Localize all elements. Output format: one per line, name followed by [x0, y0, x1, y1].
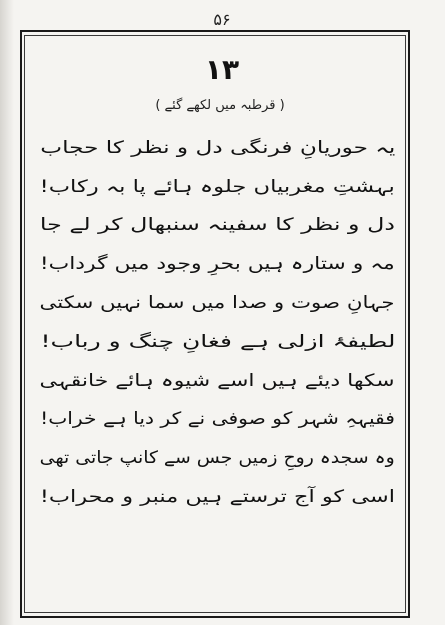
verse-text: لطیفۂ ازلی ہے فغانِ چنگ و رباب! — [40, 331, 395, 352]
verse-text: سکھا دیئے ہیں اسے شیوہ ہائے خانقہی — [40, 370, 395, 391]
verse-line — [40, 283, 395, 322]
verse-line — [40, 128, 395, 167]
poem-verses — [40, 128, 395, 516]
page-number: ۵۶ — [213, 10, 231, 29]
verse-line — [40, 244, 395, 283]
verse-line — [40, 167, 395, 206]
verse-text: یہ حوریانِ فرنگی دل و نظر کا حجاب — [40, 137, 395, 158]
verse-text: اسی کو آج ترستے ہیں منبر و محراب! — [40, 487, 395, 508]
poem-number: ۱۳ — [204, 53, 240, 86]
verse-text: جہانِ صوت و صدا میں سما نہیں سکتی — [40, 293, 395, 314]
verse-line — [40, 438, 395, 477]
verse-line — [40, 361, 395, 400]
verse-line — [40, 477, 395, 516]
verse-text: فقیہہِ شہر کو صوفی نے کر دیا ہے خراب! — [40, 409, 395, 430]
verse-line — [40, 206, 395, 245]
verse-text: وہ سجدہ روحِ زمیں جس سے کانپ جاتی تھی — [40, 448, 395, 469]
poem-subtitle: ( قرطبہ میں لکھے گئے ) — [155, 98, 285, 113]
verse-text: دل و نظر کا سفینہ سنبھال کر لے جا — [40, 215, 395, 236]
verse-line — [40, 322, 395, 361]
scan-edge-shadow — [0, 0, 14, 625]
verse-text: بہشتِ مغربیاں جلوہ ہائے پا بہ رکاب! — [40, 176, 395, 197]
verse-line — [40, 400, 395, 439]
verse-text: مہ و ستارہ ہیں بحرِ وجود میں گرداب! — [40, 254, 395, 275]
